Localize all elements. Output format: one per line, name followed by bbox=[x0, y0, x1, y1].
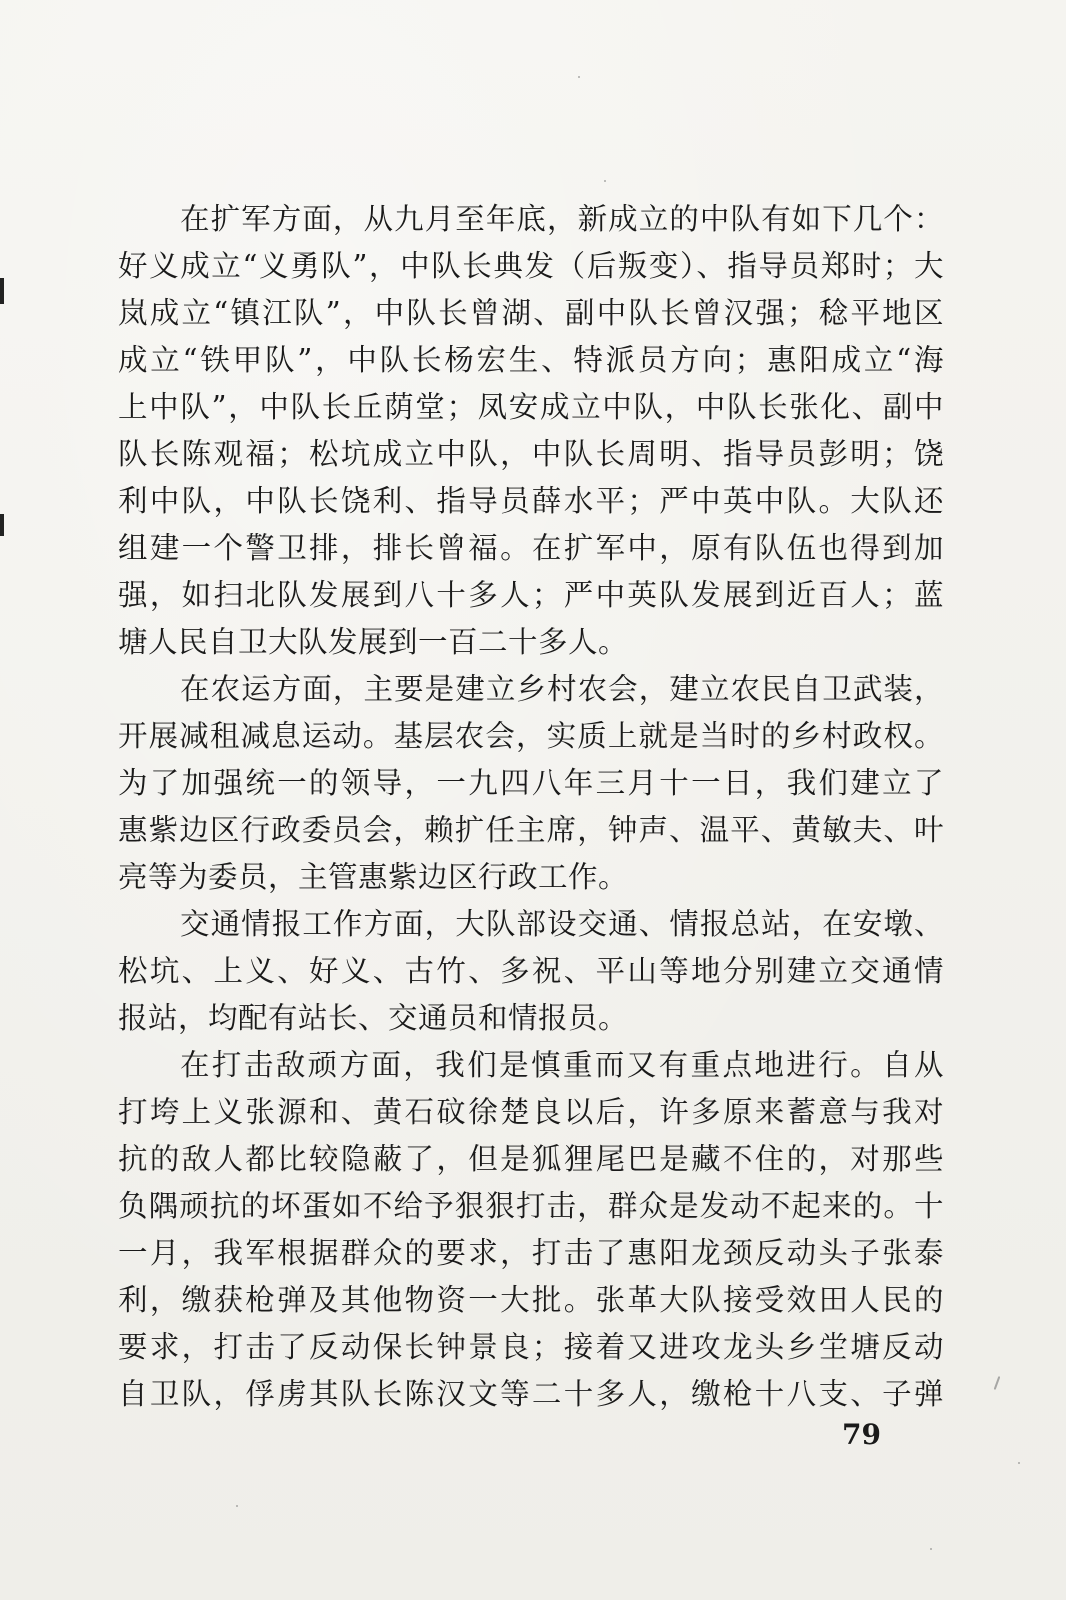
text-line: 组建一个警卫排，排长曾福。在扩军中，原有队伍也得到加 bbox=[118, 531, 944, 565]
scan-speck bbox=[578, 76, 580, 78]
text-line: 塘人民自卫大队发展到一百二十多人。 bbox=[118, 625, 629, 659]
text-line: 队长陈观福；松坑成立中队，中队长周明、指导员彭明；饶 bbox=[118, 437, 944, 471]
text-line: 惠紫边区行政委员会，赖扩任主席，钟声、温平、黄敏夫、叶 bbox=[118, 813, 944, 847]
text-line: 一月，我军根据群众的要求，打击了惠阳龙颈反动头子张泰 bbox=[118, 1236, 944, 1270]
text-line: 成立“铁甲队”，中队长杨宏生、特派员方向；惠阳成立“海 bbox=[118, 343, 944, 377]
text-line: 在农运方面，主要是建立乡村农会，建立农民自卫武装， bbox=[180, 672, 944, 706]
scan-speck bbox=[236, 1505, 238, 1507]
scan-speck bbox=[604, 180, 606, 182]
text-line: 利中队，中队长饶利、指导员薛水平；严中英中队。大队还 bbox=[118, 484, 944, 518]
paragraph-expansion bbox=[118, 196, 944, 666]
text-line: 亮等为委员，主管惠紫边区行政工作。 bbox=[118, 860, 629, 894]
scan-speck bbox=[994, 1376, 1001, 1390]
scan-speck bbox=[930, 1548, 932, 1550]
text-line: 负隅顽抗的坏蛋如不给予狠狠打击，群众是发动不起来的。十 bbox=[118, 1189, 944, 1223]
binding-mark-top bbox=[0, 278, 4, 304]
scan-speck bbox=[1018, 1462, 1020, 1464]
text-line: 为了加强统一的领导，一九四八年三月十一日，我们建立了 bbox=[118, 766, 944, 800]
text-line: 上中队”，中队长丘荫堂；凤安成立中队，中队长张化、副中 bbox=[118, 390, 944, 424]
paragraph-peasant-movement bbox=[118, 666, 944, 901]
paragraph-communications bbox=[118, 901, 944, 1042]
text-line: 强，如扫北队发展到八十多人；严中英队发展到近百人；蓝 bbox=[118, 578, 944, 612]
body-text bbox=[118, 196, 944, 1418]
text-line: 交通情报工作方面，大队部设交通、情报总站，在安墩、 bbox=[180, 907, 944, 941]
text-line: 松坑、上义、好义、古竹、多祝、平山等地分别建立交通情 bbox=[118, 954, 944, 988]
text-line: 抗的敌人都比较隐蔽了，但是狐狸尾巴是藏不住的，对那些 bbox=[118, 1142, 944, 1176]
binding-mark-bottom bbox=[0, 514, 4, 536]
text-line: 岚成立“镇江队”，中队长曾湖、副中队长曾汉强；稔平地区 bbox=[118, 296, 944, 330]
text-line: 打垮上义张源和、黄石砇徐楚良以后，许多原来蓄意与我对 bbox=[118, 1095, 944, 1129]
text-line: 好义成立“义勇队”，中队长典发（后叛变）、指导员郑时；大 bbox=[118, 249, 944, 283]
paragraph-strike-enemy bbox=[118, 1042, 944, 1418]
text-line: 自卫队，俘虏其队长陈汉文等二十多人，缴枪十八支、子弹 bbox=[118, 1377, 944, 1411]
text-line: 利，缴获枪弹及其他物资一大批。张革大队接受效田人民的 bbox=[118, 1283, 944, 1317]
text-line: 在扩军方面，从九月至年底，新成立的中队有如下几个： bbox=[180, 202, 944, 236]
text-line: 在打击敌顽方面，我们是慎重而又有重点地进行。自从 bbox=[180, 1048, 944, 1082]
page-number: 79 bbox=[842, 1418, 881, 1451]
text-line: 开展减租减息运动。基层农会，实质上就是当时的乡村政权。 bbox=[118, 719, 944, 753]
text-line: 报站，均配有站长、交通员和情报员。 bbox=[118, 1001, 629, 1035]
text-line: 要求，打击了反动保长钟景良；接着又进攻龙头乡坣塘反动 bbox=[118, 1330, 944, 1364]
